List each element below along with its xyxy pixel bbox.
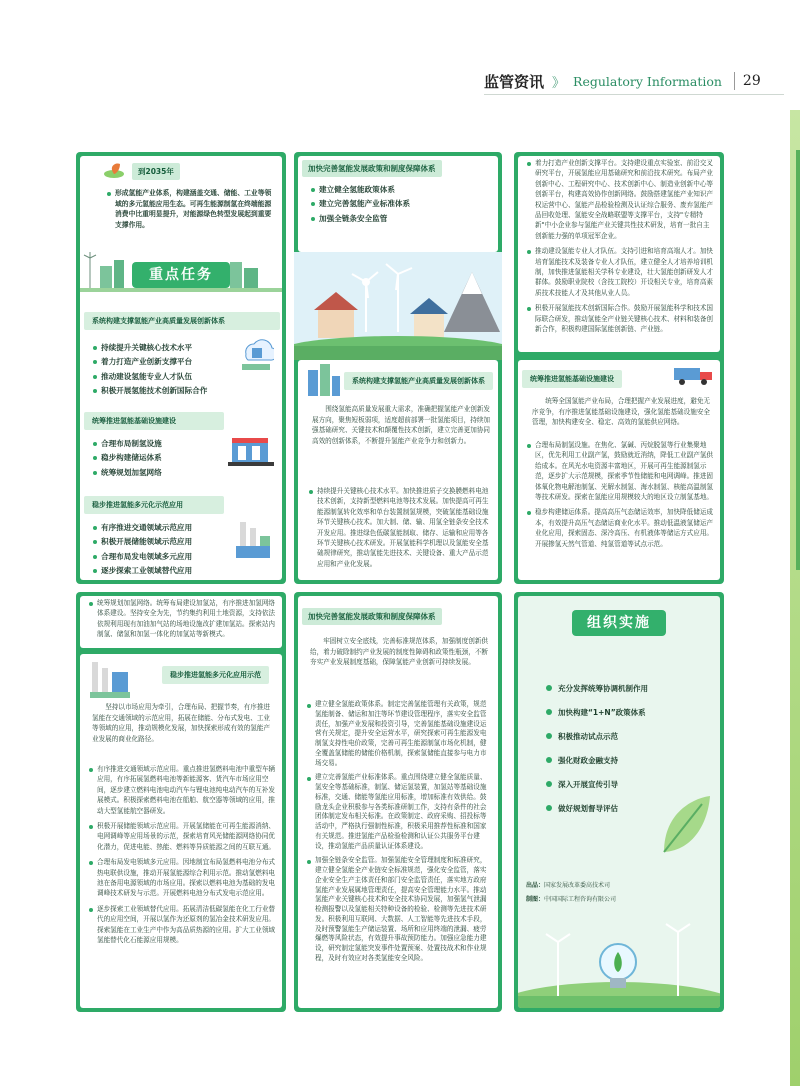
refuel-network-box <box>80 596 282 648</box>
source-label: 出品： <box>526 882 545 889</box>
maker-credit <box>526 894 616 903</box>
platform-list <box>526 158 714 340</box>
org-item-label: 做好规划督导评估 <box>558 803 618 813</box>
maker-value: 中国国际工程咨询有限公司 <box>544 896 617 903</box>
sec3-item: 合理布局发电领域多元应用 <box>92 551 238 562</box>
policy-item: 建立完善氢能产业标准体系 <box>310 198 490 209</box>
org-item <box>546 750 720 770</box>
application-bullet: 有序推进交通领域示范应用。重点推进氢燃料电池中重型车辆应用，有序拓展氢燃料电池等新能源客、货汽车市场应用空间，逐步建立燃料电池电动汽车与锂电池纯电动汽车的互补发展模式。积极探索燃料电池在船舶、航空器等领域的应用，推动大型氢能航空器研发。 <box>88 764 276 816</box>
panel-col1-top-inner <box>80 156 282 580</box>
side-accent-bar <box>796 150 800 570</box>
section-title-cn: 监管资讯 <box>484 72 545 91</box>
application-bullet: 逐步探索工业领域替代应用。拓展清洁低碳氢能在化工行业替代的应用空间，开展以氢作为还原剂的氢冶金技术研发应用。探索氢能在工业生产中作为高品质热源的应用。扩大工业领域氢能替代化石能源应用规模。 <box>88 904 276 946</box>
source-credit <box>526 880 610 889</box>
innovation-para: 围绕氢能高质量发展重大需求，准确把握氢能产业创新发展方向，聚焦短板弱项，适度超前部署一批氢能项目，持续加强基础研究、关键技术和颠覆性技术创新，建立完善更加协同高效的创新体系，不断提升氢能产业竞争力和创新力。 <box>312 405 491 446</box>
platform-bullet: 着力打造产业创新支撑平台。支持建设重点实验室、前沿交叉研究平台，开展氢能应用基础研究和前沿技术研究。布局产业创新中心、工程研究中心、技术创新中心、制造业创新中心等创新平台，构建高效协作创新网络。鼓励搭建氢能产业知识产权运营中心、氢能产品检验检测及认证综合服务、废弃氢能产品回收处理、氢能安全战略联盟等支撑平台，支持"专精特新"中小企业参与氢能产业关键共性技术研发，培育一批自主创新能力强的单项冠军企业。 <box>526 158 714 241</box>
refuel-bullet: 统筹规划加氢网络。统筹布局建设加氢站，有序推进加氢网络体系建设。坚持安全为先，节约集约利用土地资源，支持依法依规利用现有加油加气站的场地设施改扩建加氢站。探索站内制氢、储氢和加氢一体化的加氢站等新模式。 <box>88 598 276 640</box>
refuel-list <box>88 598 276 645</box>
sec1-item: 推动建设氢能专业人才队伍 <box>92 371 242 382</box>
safeguard-bullet: 加强全链条安全监管。加强氢能安全管理制度和标准研究，建立健全氢能全产业链安全标准规范，强化安全监管，落实企业安全生产主体责任和部门安全监管责任，落实地方政府氢能产业发展属地管理责任，提高安全管理能力水平。推动氢能产业关键核心技术和安全技术协同发展，加强氢气泄漏检测报警以及氢能相关特种设备的检验、检测等先进技术研发。积极利用互联网、大数据、人工智能等先进技术手段，及时预警氢能生产储运装置、场所和应用终端的泄漏、疲劳爆燃等风险状态，有效提升事故预防能力。加强应急能力建设，研究制定氢能突发事件处置预案、处置技战术和作业规程，及时有效应对各类氢能安全风险。 <box>306 856 492 963</box>
hydrogen-truck-icon <box>672 362 716 388</box>
innovation-list <box>308 486 492 574</box>
industry-icon <box>88 656 132 700</box>
policy-box <box>298 156 498 252</box>
panel-col1-top <box>76 152 286 584</box>
application-bullet: 积极开展储能领域示范应用。开展氢储能在可再生能源消纳、电网调峰等应用场景的示范，探索培育风光储能源网络协同优化潜力，促进电能、热能、燃料等异质能源之间的互联互通。 <box>88 821 276 852</box>
sec3-item: 有序推进交通领域示范应用 <box>92 522 238 533</box>
safeguard-list <box>306 700 492 969</box>
infrastructure-title: 统筹推进氢能基础设施建设 <box>522 370 622 388</box>
org-item-label: 深入开展宣传引导 <box>558 779 618 789</box>
sec3-item: 积极开展储能领域示范应用 <box>92 536 238 547</box>
platform-box <box>518 156 720 352</box>
key-tasks-heading: 重点任务 <box>132 262 230 288</box>
sec1-item: 持续提升关键核心技术水平 <box>92 342 242 353</box>
section-title-en: Regulatory Information <box>573 73 722 89</box>
sec3-item: 逐步探索工业领域替代应用 <box>92 565 238 576</box>
panel-col3-top <box>514 152 724 584</box>
application-title: 稳步推进氢能多元化应用示范 <box>162 666 269 684</box>
year-tag: 到2035年 <box>132 163 180 180</box>
application-list <box>88 764 276 951</box>
innovation-bullet: 持续提升关键核心技术水平。加快推进质子交换膜燃料电池技术创新，支持新型燃料电池等技术发展。加快提高可再生能源制氢转化效率和单台装置制氢规模，突破氢能基础设施环节关键核心技术。加大制、储、输、用氢全链条安全技术开发应用。推进绿色低碳氢能制取、储存、运输和应用等各环节关键核心技术研发。开展氢能科学机理以及氢能安全基础规律研究，推动氢能先进技术、关键设备、重大产品示范应用和产业化发展。 <box>308 486 492 569</box>
sec1-item: 积极开展氢能技术创新国际合作 <box>92 385 242 396</box>
leaf-icon <box>102 160 126 180</box>
org-item <box>546 678 720 698</box>
sec3-list <box>92 522 238 580</box>
infrastructure-bullet: 稳步构建储运体系。提高高压气态储运效率，加快降低储运成本，有效提升高压气态储运商业化水平。推动低温液氢储运产业化应用，探索固态、深冷高压、有机液体等储运方式应用。开展掺氢天然气管道、纯氢管道等试点示范。 <box>526 507 714 549</box>
sec2-item: 合理布局制氢设施 <box>92 438 232 449</box>
innovation-box <box>298 360 498 580</box>
bullet-dot-icon <box>546 805 552 811</box>
sec2-item: 稳步构建储运体系 <box>92 452 232 463</box>
platform-bullet: 推动建设氢能专业人才队伍。支持引进和培育高端人才。加快培育氢能技术及装备专业人才队伍，建立健全人才培养培训机制，加快推进氢能相关学科专业建设，壮大氢能创新研发人才群体。鼓励职业院校（含技工院校）开设相关专业，培育高素质技术技能人才及其他从业人员。 <box>526 246 714 298</box>
org-item-label: 强化财政金融支持 <box>558 755 618 765</box>
org-item <box>546 726 720 746</box>
eco-leaf-icon <box>654 792 714 862</box>
infrastructure-list <box>526 440 714 554</box>
panel-col3-bottom <box>514 592 724 1012</box>
org-item <box>546 774 720 794</box>
sec2-item: 统筹规划加氢网络 <box>92 467 232 478</box>
organization-box <box>518 596 720 1008</box>
bullet-dot-icon <box>546 733 552 739</box>
safeguard-title: 加快完善氢能发展政策和制度保障体系 <box>302 608 442 625</box>
sec1-list <box>92 342 242 400</box>
bullet-dot-icon <box>546 685 552 691</box>
infrastructure-para: 统筹全国氢能产业布局，合理把握产业发展进度，避免无序竞争，有序推进氢能基础设施建设，强化氢能基础设施安全管理，加快构建安全、稳定、高效的氢能供应网络。 <box>532 397 711 427</box>
infrastructure-box <box>518 360 720 580</box>
policy-title: 加快完善氢能发展政策和制度保障体系 <box>302 160 442 177</box>
goal-list <box>106 188 272 236</box>
panel-col1-bottom <box>76 592 286 1012</box>
header-rule <box>484 94 784 95</box>
page-number: 29 <box>742 73 761 89</box>
safeguard-para: 牢固树立安全底线，完善标准规范体系，加强制度创新供给，着力破除制约产业发展的制度性障碍和政策性瓶颈，不断夯实产业发展制度基础，保障氢能产业创新可持续发展。 <box>310 637 489 667</box>
sec2-list <box>92 438 232 481</box>
goal-text: 形成氢能产业体系，构建涵盖交通、储能、工业等领域的多元氢能应用生态。可再生能源制氢在终端能源消费中比重明显提升，对能源绿色转型发展起到重要支撑作用。 <box>106 188 272 231</box>
policy-item: 建立健全氢能政策体系 <box>310 184 490 195</box>
bullet-dot-icon <box>546 757 552 763</box>
maker-label: 制图： <box>526 896 545 903</box>
cloud-chip-icon <box>238 332 274 372</box>
safeguard-box <box>298 596 498 1008</box>
source-value: 国家发展改革委高技术司 <box>544 882 611 889</box>
infrastructure-bullet: 合理布局制氢设施。在焦化、氯碱、丙烷脱氢等行业集聚地区，优先利用工业副产氢，鼓励就近消纳，降低工业副产氢供给成本。在风光水电资源丰富地区，开展可再生能源制氢示范，逐步扩大示范规模，探索季节性储能和电网调峰。推进固体氧化物电解池制氢、光解水制氢、海水制氢、核能高温制氢等技术研发。探索在氢能应用规模较大的地区设立制氢基地。 <box>526 440 714 502</box>
city-icon <box>304 362 344 398</box>
policy-item: 加强全链条安全监管 <box>310 213 490 224</box>
factory-icon <box>234 518 274 562</box>
sec1-title: 系统构建支撑氢能产业高质量发展创新体系 <box>84 312 280 330</box>
bullet-dot-icon <box>546 709 552 715</box>
hydrogen-station-icon <box>228 428 274 468</box>
platform-bullet: 积极开展氢能技术创新国际合作。鼓励开展氢能科学和技术国际联合研发，推动氢能全产业链关键核心技术、材料和装备创新合作，积极构建国际氢能创新链、产业链。 <box>526 303 714 334</box>
org-item-label: 充分发挥统筹协调机制作用 <box>558 683 648 693</box>
policy-list <box>310 184 490 227</box>
org-item-label: 加快构建“1+N”政策体系 <box>558 707 646 717</box>
panel-col2-bottom <box>294 592 502 1012</box>
panel-col2-top <box>294 152 502 584</box>
sec2-title: 统筹推进氢能基础设施建设 <box>84 412 224 430</box>
sec1-item: 着力打造产业创新支撑平台 <box>92 356 242 367</box>
header-divider <box>734 72 735 90</box>
org-item-label: 积极推动试点示范 <box>558 731 618 741</box>
wind-bulb-landscape-illustration <box>518 912 720 1008</box>
page-header <box>484 70 784 92</box>
chevron-right-icon: 》 <box>552 75 566 91</box>
application-box <box>80 654 282 1008</box>
sec3-title: 稳步推进氢能多元化示范应用 <box>84 496 224 514</box>
application-para: 坚持以市场应用为牵引，合理布局、把握节奏，有序推进氢能在交通领域的示范应用，拓展在储能、分布式发电、工业等领域的应用，推动规模化发展，加快探索形成有效的氢能产业发展的商业化路径。 <box>92 703 271 744</box>
organization-heading: 组织实施 <box>572 610 666 636</box>
application-bullet: 合理布局发电领域多元应用。因地制宜布局氢燃料电池分布式热电联供设施，推动开展氢能源综合利用示范。推动氢燃料电池在备用电源领域的市场应用。探索以燃料电池为基础的发电调峰技术研发与示范。开展燃料电池分布式发电示范应用。 <box>88 857 276 899</box>
innovation-title: 系统构建支撑氢能产业高质量发展创新体系 <box>344 372 493 390</box>
safeguard-bullet: 建立完善氢能产业标准体系。重点围绕建立健全氢能质量、氢安全等基础标准，制氢、储运氢装置，加氢站等基础设施标准，交通、储能等氢能应用标准，增加标准有效供给。鼓励龙头企业积极参与各类标准研制工作，支持有条件的社会团体制定发布相关标准。在政策制定、政府采购、招投标等活动中，严格执行强制性标准，积极采用推荐性标准和国家有关规范。推进氢能产品检验检测和认证公共服务平台建设，推动氢能产品质量认证体系建设。 <box>306 773 492 851</box>
org-item <box>546 702 720 722</box>
bullet-dot-icon <box>546 781 552 787</box>
safeguard-bullet: 建立健全氢能政策体系。制定完善氢能管理有关政策，规范氢能制备、储运和加注等环节建设管理程序，落实安全监管责任，加强产业发展和投资引导，完善氢能基础设施建设运营有关规定，提升安全运营水平，研究探索可再生能源发电制氢支持性电价政策，完善可再生能源制氢市场化机制，健全覆盖氢储能的储能价格机制，探索氢储能直接参与电力市场交易。 <box>306 700 492 768</box>
green-town-illustration <box>294 252 502 360</box>
